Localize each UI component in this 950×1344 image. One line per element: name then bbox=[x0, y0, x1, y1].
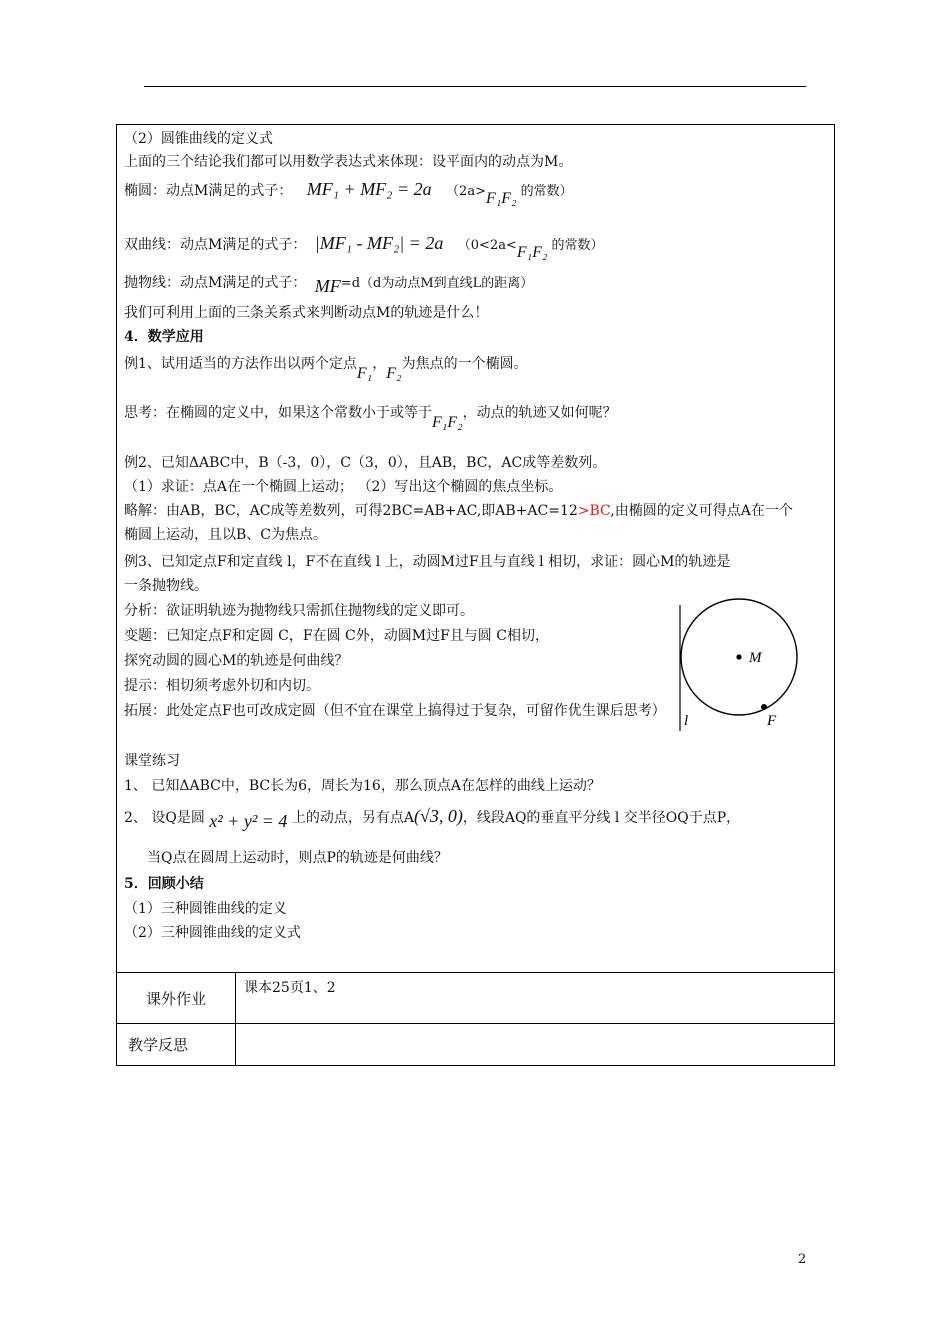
parabola-label: 抛物线：动点M满足的式子： bbox=[124, 275, 307, 291]
center-point bbox=[736, 654, 741, 659]
practice-2 bbox=[124, 806, 740, 831]
example-2: 例2、已知ΔABC中，B（-3，0），C（3，0），且AB，BC，AC成等差数列。 bbox=[124, 455, 607, 471]
label-m: M bbox=[749, 650, 762, 666]
reflection-row bbox=[117, 1024, 834, 1065]
example-1-f2: F₂ bbox=[386, 365, 402, 382]
focus-point bbox=[761, 704, 767, 710]
practice-heading: 课堂练习 bbox=[124, 753, 180, 769]
example-1 bbox=[124, 354, 528, 384]
think-line bbox=[124, 403, 617, 433]
ellipse-condition-end: 的常数） bbox=[520, 184, 573, 199]
reflection-value bbox=[236, 1024, 834, 1065]
section-heading-review: 5．回顾小结 bbox=[124, 876, 204, 892]
parabola-line bbox=[124, 273, 533, 296]
practice-2-text-end: ，线段AQ的垂直平分线 l 交半径OQ于点P， bbox=[462, 810, 741, 826]
ellipse-f1f2: F₁F₂ bbox=[485, 190, 517, 207]
practice-2-circle-formula: x² + y² = 4 bbox=[209, 811, 288, 831]
summary-2: （2）三种圆锥曲线的定义式 bbox=[124, 925, 301, 941]
practice-2-point: (√3, 0) bbox=[413, 806, 463, 826]
think-f1f2: F₁F₂ bbox=[432, 414, 463, 431]
parabola-condition: =d（d为动点M到直线L的距离） bbox=[340, 276, 534, 291]
section-heading-application: 4．数学应用 bbox=[124, 329, 204, 345]
solution-line bbox=[124, 501, 793, 521]
homework-label: 课外作业 bbox=[117, 973, 236, 1023]
think-text-end: ，动点的轨迹又如何呢？ bbox=[462, 405, 617, 421]
ellipse-formula: MF₁ + MF₂ = 2a bbox=[306, 179, 432, 199]
hyperbola-condition: （0<2a< bbox=[457, 238, 517, 253]
example-1-text-end: 为焦点的一个椭圆。 bbox=[401, 356, 528, 372]
content-cell bbox=[117, 125, 834, 973]
analysis-line: 分析：欲证明轨迹为抛物线只需抓住抛物线的定义即可。 bbox=[124, 603, 474, 619]
ellipse-label: 椭圆：动点M满足的式子： bbox=[124, 183, 293, 199]
hyperbola-line bbox=[124, 233, 604, 263]
solution-text-end: ,由椭圆的定义可得点A在一个 bbox=[610, 503, 793, 519]
example-2-questions: （1）求证：点A在一个椭圆上运动； （2）写出这个椭圆的焦点坐标。 bbox=[124, 479, 563, 495]
ellipse-line bbox=[124, 179, 573, 209]
solution-line-2: 椭圆上运动，且以B、C为焦点。 bbox=[124, 527, 327, 543]
label-l: l bbox=[684, 713, 689, 729]
variant-line: 变题：已知定点F和定圆 C，F在圆 C外，动圆M过F且与圆 C相切， bbox=[124, 628, 549, 644]
extend-line: 拓展：此处定点F也可改成定圆（但不宜在课堂上搞得过于复杂，可留作优生课后思考） bbox=[124, 703, 666, 719]
lesson-table bbox=[116, 124, 835, 1066]
label-f: F bbox=[767, 713, 777, 729]
homework-value: 课本25页1、2 bbox=[244, 980, 336, 996]
example-3: 例3、已知定点F和定直线 l，F不在直线 l 上，动圆M过F且与直线 l 相切，求证：圆心M的轨迹是 bbox=[124, 554, 731, 570]
hyperbola-condition-end: 的常数） bbox=[551, 238, 604, 253]
hyperbola-formula: |MF₁ - MF₂| = 2a bbox=[314, 233, 444, 253]
homework-row bbox=[117, 973, 834, 1024]
judge-line: 我们可利用上面的三条关系式来判断动点M的轨迹是什么！ bbox=[124, 305, 489, 321]
practice-1: 1、 已知ΔABC中，BC长为6，周长为16，那么顶点A在怎样的曲线上运动？ bbox=[124, 778, 601, 794]
header-rule bbox=[144, 86, 806, 87]
parabola-formula: MF bbox=[314, 276, 341, 296]
page-number: 2 bbox=[798, 1252, 807, 1267]
section-heading-definition: （2）圆锥曲线的定义式 bbox=[124, 131, 273, 147]
hyperbola-label: 双曲线：动点M满足的式子： bbox=[124, 237, 307, 253]
tangent-circle-figure bbox=[677, 595, 837, 735]
solution-text: 略解：由AB，BC，AC成等差数列，可得2BC=AB+AC,即AB+AC=12 bbox=[124, 503, 578, 519]
variant-line-2: 探究动圆的圆心M的轨迹是何曲线？ bbox=[124, 653, 349, 669]
intro-line: 上面的三个结论我们都可以用数学表达式来体现：设平面内的动点为M。 bbox=[124, 154, 573, 170]
practice-2-question: 当Q点在圆周上运动时，则点P的轨迹是何曲线？ bbox=[147, 850, 448, 866]
think-text: 思考：在椭圆的定义中，如果这个常数小于或等于 bbox=[124, 405, 432, 421]
practice-2-text-mid: 上的动点，另有点A bbox=[291, 810, 414, 826]
example-1-sep: ， bbox=[372, 356, 387, 372]
summary-1: （1）三种圆锥曲线的定义 bbox=[124, 901, 287, 917]
example-1-f1: F₁ bbox=[356, 365, 373, 382]
example-3-end: 一条抛物线。 bbox=[124, 578, 208, 594]
reflection-label: 教学反思 bbox=[117, 1024, 236, 1065]
solution-highlight: >BC bbox=[577, 503, 611, 519]
ellipse-condition: （2a> bbox=[446, 184, 486, 199]
hint-line: 提示：相切须考虑外切和内切。 bbox=[124, 678, 320, 694]
practice-2-text: 2、 设Q是圆 bbox=[124, 810, 205, 826]
hyperbola-f1f2: F₁F₂ bbox=[516, 244, 548, 261]
example-1-text: 例1、试用适当的方法作出以两个定点 bbox=[124, 356, 357, 372]
